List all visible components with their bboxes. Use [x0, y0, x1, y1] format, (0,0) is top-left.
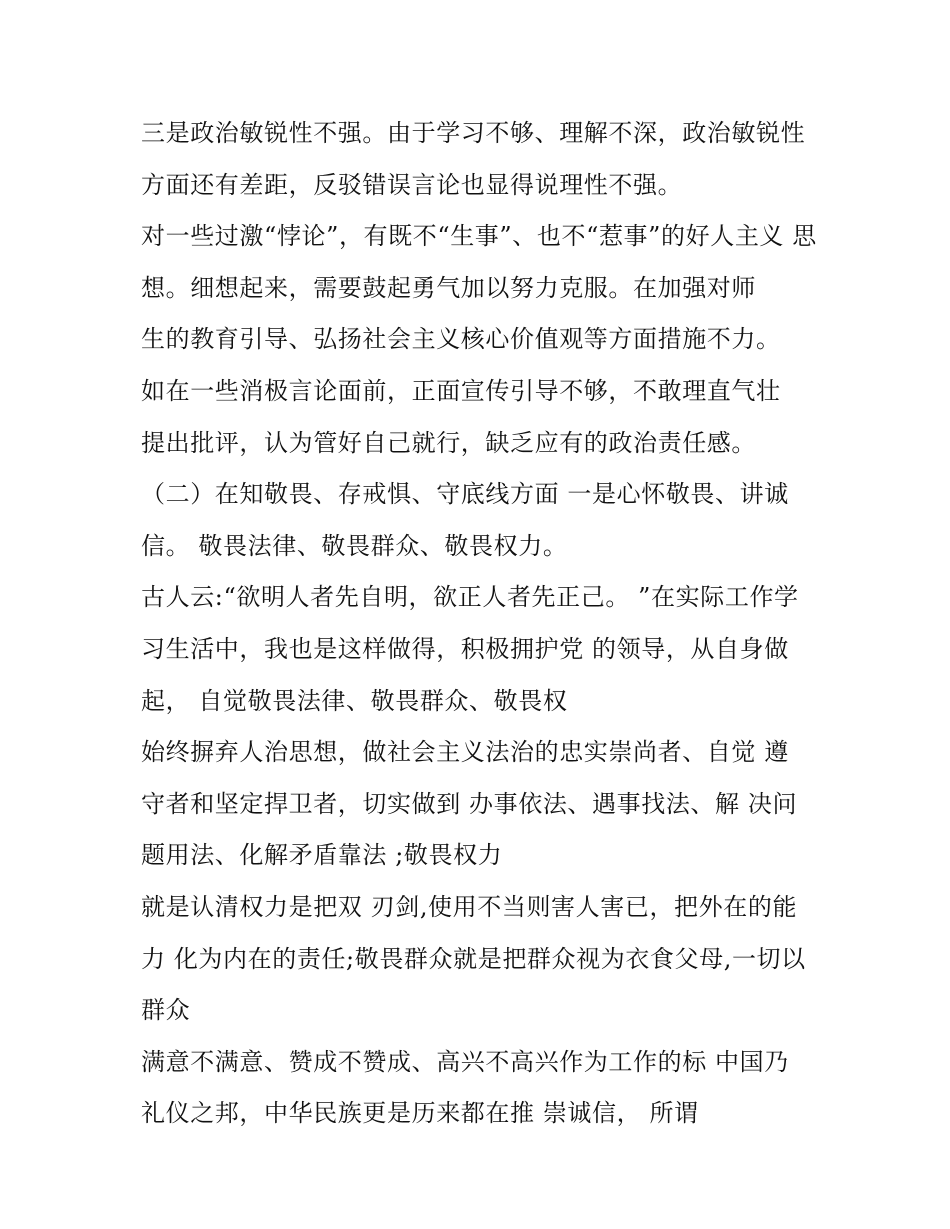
text-line: 群众: [141, 996, 191, 1025]
text-line: 起， 自觉敬畏法律、敬畏群众、敬畏权: [141, 686, 568, 715]
text-line: 想。细想起来，需要鼓起勇气加以努力克服。在加强对师: [141, 273, 756, 302]
text-line: 方面还有差距，反驳错误言论也显得说理性不强。: [141, 170, 683, 199]
section-heading-line: （二）在知敬畏、存戒惧、守底线方面 一是心怀敬畏、讲诚: [141, 480, 789, 509]
text-line: 对一些过激“悖论”，有既不“生事”、也不“惹事”的好人主义 思: [141, 222, 817, 251]
text-line: 满意不满意、赞成不赞成、高兴不高兴作为工作的标 中国乃: [141, 1047, 789, 1076]
text-line: 力 化为内在的责任;敬畏群众就是把群众视为衣食父母,一切以: [141, 944, 806, 973]
text-line: 提出批评，认为管好自己就行，缺乏应有的政治责任感。: [141, 428, 756, 457]
text-line: 如在一些消极言论面前，正面宣传引导不够，不敢理直气壮: [141, 376, 781, 405]
text-line: 古人云:“欲明人者先自明，欲正人者先正己。 ”在实际工作学: [141, 583, 799, 612]
text-line: 信。 敬畏法律、敬畏群众、敬畏权力。: [141, 531, 568, 560]
text-line: 生的教育引导、弘扬社会主义核心价值观等方面措施不力。: [141, 325, 781, 354]
text-line: 就是认清权力是把双 刃剑,使用不当则害人害已，把外在的能: [141, 892, 798, 921]
document-body: [141, 108, 821, 1140]
text-line: 三是政治敏锐性不强。由于学习不够、理解不深，政治敏锐性: [141, 119, 806, 147]
text-line: 题用法、化解矛盾靠法 ;敬畏权力: [141, 841, 503, 870]
text-line: 礼仪之邦，中华民族更是历来都在推 崇诚信， 所谓: [141, 1099, 699, 1128]
text-line: 守者和坚定捍卫者，切实做到 办事依法、遇事找法、解 决问: [141, 789, 798, 818]
text-line: 始终摒弃人治思想，做社会主义法治的忠实崇尚者、自觉 遵: [141, 738, 789, 767]
text-line: 习生活中，我也是这样做得，积极拥护党 的领导，从自身做: [141, 634, 789, 663]
